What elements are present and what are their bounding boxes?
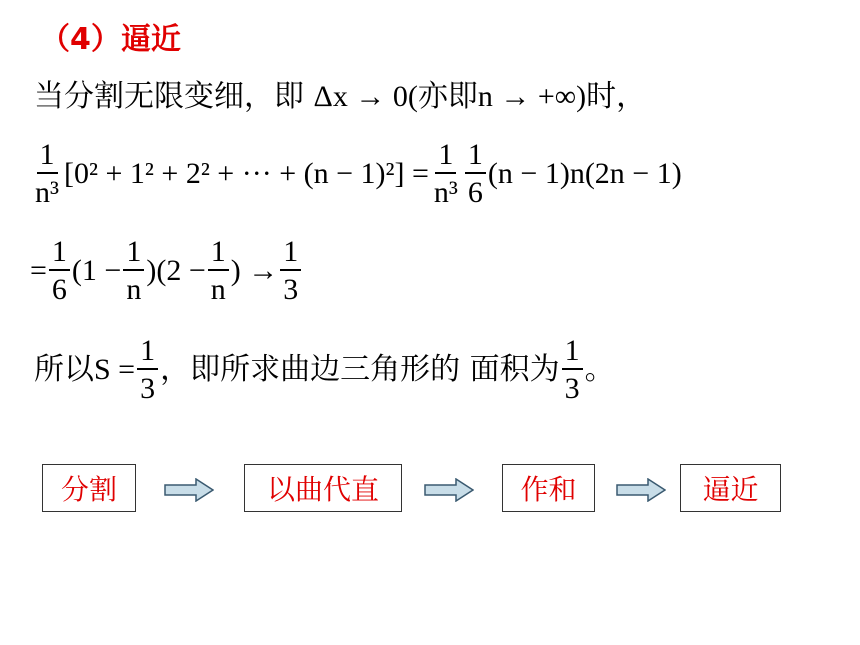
- fraction-numerator: 1: [562, 336, 583, 370]
- right-arrow-icon: [616, 478, 666, 502]
- flow-step-approximate: 以曲代直: [244, 464, 402, 512]
- formula-line-2: [30, 140, 682, 208]
- fraction-numerator: 1: [280, 237, 301, 271]
- flow-step-divide: 分割: [42, 464, 136, 512]
- limit-arrow: ) →: [230, 254, 279, 287]
- line4-text-b: ，即所求曲边三角形的 面积为: [160, 352, 560, 387]
- line4-math: S =: [94, 353, 136, 386]
- equals-sign: =: [30, 254, 47, 287]
- fraction-denominator: n: [210, 273, 226, 306]
- section-title: （4）逼近: [40, 22, 181, 57]
- product-tail: (n − 1)n(2n − 1): [487, 157, 682, 190]
- fraction-1-over-6: [465, 140, 486, 208]
- fraction-numerator: 1: [465, 140, 486, 174]
- fraction-numerator: 1: [123, 237, 144, 271]
- conclusion-line-4: [34, 336, 615, 404]
- fraction-1-over-n: [123, 237, 144, 305]
- fraction-1-over-n3: [32, 140, 62, 208]
- fraction-numerator: 1: [37, 140, 58, 174]
- line1-math2: n → +∞): [477, 80, 587, 113]
- right-arrow-icon: [164, 478, 214, 502]
- fraction-1-over-3: [137, 336, 158, 404]
- line1-math: Δx → 0(: [313, 80, 418, 113]
- fraction-numerator: 1: [49, 237, 70, 271]
- fraction-denominator: 6: [467, 176, 483, 209]
- line1-text-a: 当分割无限变细，即: [34, 79, 314, 114]
- fraction-denominator: 3: [140, 372, 156, 405]
- sum-of-squares: [0² + 1² + 2² + ··· + (n − 1)²] =: [64, 157, 429, 190]
- fraction-denominator: n³: [433, 176, 458, 209]
- statement-line-1: [34, 80, 646, 114]
- line1-text-c: 时，: [586, 79, 647, 114]
- flow-step-limit: 逼近: [680, 464, 781, 512]
- fraction-denominator: n: [126, 273, 142, 306]
- fraction-denominator: 3: [283, 273, 299, 306]
- fraction-denominator: n³: [35, 176, 59, 209]
- fraction-1-over-n-b: [208, 237, 229, 305]
- fraction-numerator: 1: [137, 336, 158, 370]
- line4-text-a: 所以: [34, 352, 94, 387]
- fraction-1-over-6: [49, 237, 70, 305]
- fraction-numerator: 1: [435, 140, 456, 174]
- flow-step-sum: 作和: [502, 464, 595, 512]
- fraction-denominator: 6: [51, 273, 67, 306]
- factor-open-1: (1 −: [71, 254, 122, 287]
- factor-open-2: )(2 −: [146, 254, 206, 287]
- line4-text-c: 。: [584, 352, 615, 387]
- right-arrow-icon: [424, 478, 474, 502]
- line1-text-b: 亦即: [417, 79, 478, 114]
- fraction-numerator: 1: [208, 237, 229, 271]
- fraction-1-over-n3-b: [431, 140, 461, 208]
- formula-line-3: [30, 237, 303, 305]
- fraction-1-over-3: [280, 237, 301, 305]
- fraction-denominator: 3: [564, 372, 580, 405]
- fraction-1-over-3-b: [562, 336, 583, 404]
